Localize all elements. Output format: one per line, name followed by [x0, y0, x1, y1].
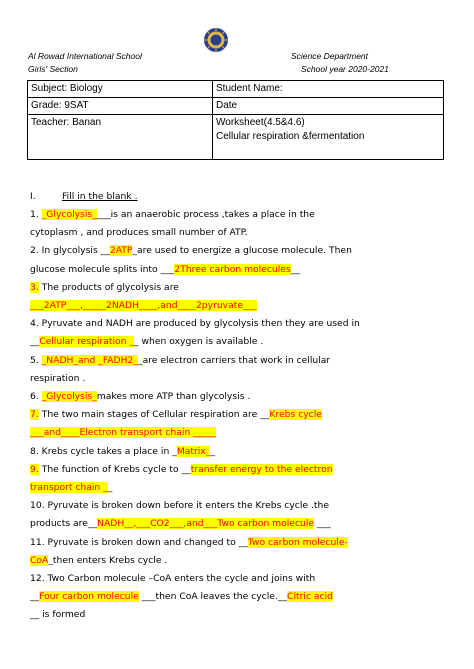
question-text: __ is formed [30, 609, 86, 621]
question-text: __ [30, 591, 40, 603]
question-text: ___is an anaerobic process ,takes a place in the [96, 209, 315, 220]
question-line [30, 281, 179, 294]
question-line [30, 299, 257, 312]
question-line [30, 572, 315, 585]
question-text: The two main stages of Cellular respiration are __ [38, 409, 270, 421]
section-title: Fill in the blank . [62, 191, 138, 202]
question-text: 1. [30, 209, 42, 220]
question-text: respiration . [30, 372, 86, 384]
answer-text: Matrix_ [176, 445, 211, 457]
question-line [30, 426, 216, 439]
answer-text: _NADH_and _FADH2_ [41, 354, 138, 366]
worksheet-topic: Cellular respiration &fermentation [216, 131, 365, 142]
school-year: School year 2020-2021 [301, 64, 389, 74]
worksheet-cell [213, 115, 444, 160]
question-line [30, 608, 85, 621]
answer-text: transfer energy to the electron [190, 463, 333, 475]
answer-text: Citric acid [287, 591, 333, 603]
question-line [30, 244, 352, 257]
question-line [30, 445, 215, 458]
question-text: ___then CoA leaves the cycle.__ [138, 591, 288, 603]
question-line [30, 463, 333, 476]
question-text: products are__ [30, 518, 98, 530]
question-line [30, 481, 112, 494]
question-text: 8. Krebs cycle takes a place in _ [30, 445, 177, 457]
department-header [291, 50, 389, 76]
question-line [30, 208, 315, 221]
answer-text: NADH__,___CO2___,and___Two carbon molecule [97, 518, 315, 530]
question-text: _are used to energize a glucose molecule. Then [132, 245, 352, 257]
question-line [30, 372, 85, 385]
question-text: glucose molecule splits into ___ [30, 263, 175, 275]
date-cell: Date [213, 98, 444, 115]
question-line [30, 499, 329, 512]
answer-text: Cellular respiration _ [39, 336, 134, 348]
question-text: The function of Krebs cycle to __ [38, 463, 191, 475]
question-text: __ [30, 336, 40, 348]
question-line [30, 554, 167, 567]
department-name: Science Department [291, 51, 369, 61]
student-name-cell: Student Name: [213, 81, 444, 98]
school-header [28, 50, 142, 76]
question-line [30, 354, 330, 367]
question-line [30, 408, 322, 421]
question-text: 11. Pyruvate is broken down and changed to __ [30, 536, 248, 548]
question-line [30, 590, 333, 603]
school-name: Al Rowad International School [28, 51, 142, 61]
question-text: ___ [314, 518, 331, 530]
question-line [30, 263, 300, 276]
answer-text: _Glycolysis_ [41, 391, 97, 402]
question-line [30, 335, 263, 348]
table-row [28, 81, 444, 98]
question-text: __ [290, 263, 300, 275]
question-line [30, 536, 348, 549]
question-text: makes more ATP than glycolysis . [96, 391, 251, 402]
table-row [28, 115, 444, 160]
question-line [30, 390, 250, 403]
question-text: 5. [30, 354, 42, 366]
answer-text: CoA [30, 554, 49, 566]
answer-text: 7. [30, 409, 39, 421]
question-line [30, 517, 331, 530]
grade-cell: Grade: 9SAT [28, 98, 213, 115]
school-logo-icon [203, 27, 229, 53]
answer-text: ___2ATP___,_____2NADH____,and____2pyruvate___ [30, 300, 257, 311]
answer-text: Four carbon molecule [39, 591, 139, 603]
question-line [30, 226, 248, 239]
question-text: _are electron carriers that work in cellular [137, 354, 331, 366]
question-line [30, 317, 360, 330]
table-row [28, 98, 444, 115]
section-heading [30, 190, 138, 203]
answer-text: 2Three carbon molecules [174, 263, 291, 275]
question-text: 2. In glycolysis __ [30, 245, 110, 257]
answer-text: Two carbon molecule- [247, 536, 348, 548]
worksheet-code: Worksheet(4.5&4.6) [216, 117, 305, 128]
question-text: 4. Pyruvate and NADH are produced by glycolysis then they are used in [30, 318, 360, 330]
subject-cell: Subject: Biology [28, 81, 213, 98]
answer-text: transport chain _ [30, 482, 108, 493]
section-number: I. [30, 191, 36, 202]
question-text: The products of glycolysis are [38, 281, 179, 293]
question-text: 10. Pyruvate is broken down before it enters the Krebs cycle .the [30, 500, 329, 512]
school-section: Girls' Section [28, 64, 78, 74]
answer-text: 2ATP [109, 245, 133, 257]
answer-text: ___and____Electron transport chain _____ [30, 427, 217, 439]
question-text: cytoplasm , and produces small number of ATP. [30, 227, 248, 239]
answer-text: 3. [30, 281, 39, 293]
question-text: 12. Two Carbon molecule –CoA enters the cycle and joins with [30, 573, 316, 584]
teacher-cell: Teacher: Banan [28, 115, 213, 160]
question-text: _ [210, 445, 215, 457]
answer-text: Krebs cycle [269, 409, 322, 421]
info-table [27, 80, 444, 160]
question-text: 6. [30, 391, 42, 402]
question-text: _ [107, 482, 113, 493]
question-text: _then enters Krebs cycle . [48, 554, 168, 566]
question-text: _ when oxygen is available . [133, 336, 264, 348]
answer-text: 9. [30, 463, 39, 475]
answer-text: _Glycolysis_ [41, 209, 97, 220]
